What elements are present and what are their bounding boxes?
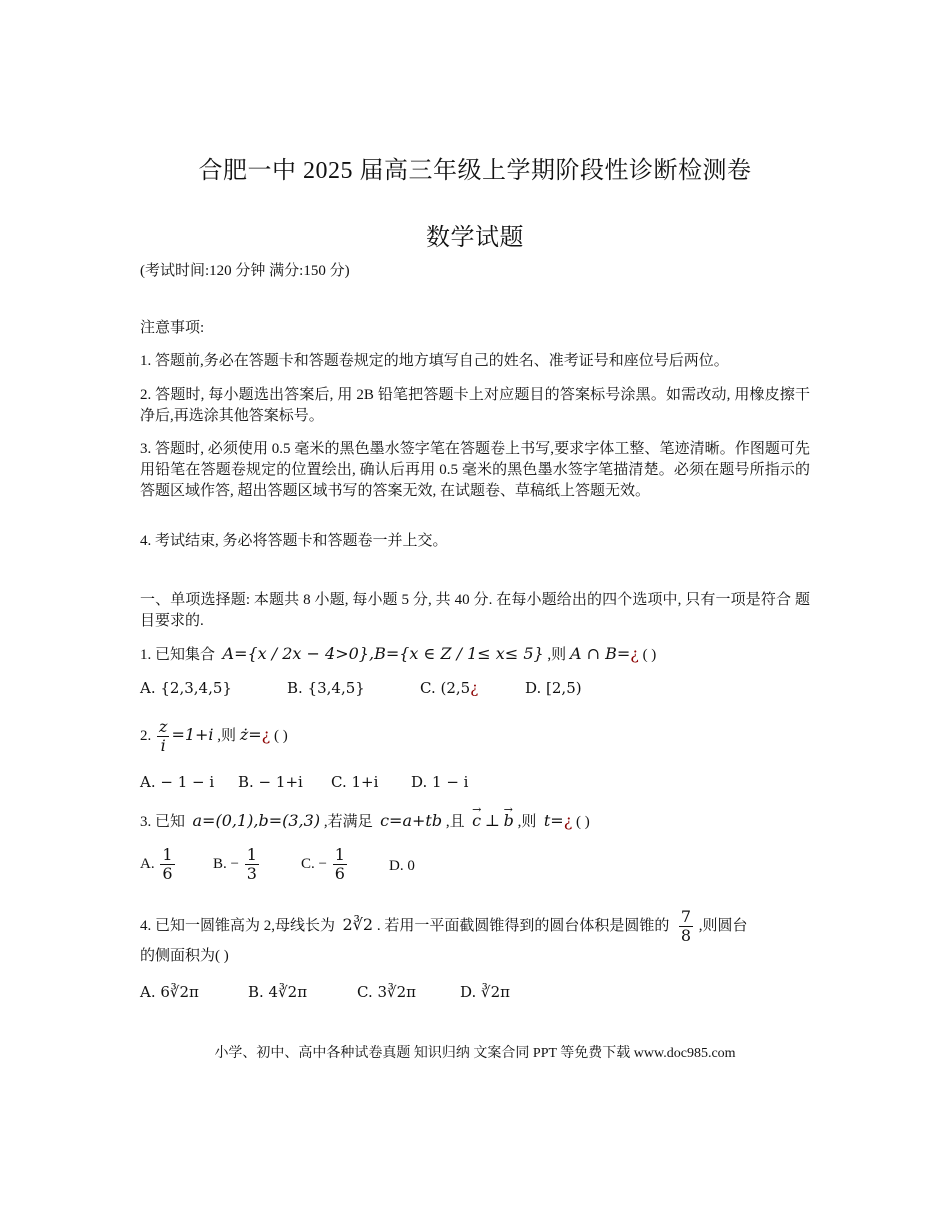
q3-option-c-label: C. − xyxy=(301,855,327,872)
q3-mid1: ,若满足 xyxy=(323,814,373,830)
q1-mid: ,则 xyxy=(547,647,567,663)
q4-line-2: 的侧面积为( ) xyxy=(140,948,229,964)
question-1 xyxy=(140,643,810,666)
q3-option-b-fraction xyxy=(245,846,259,883)
question-2 xyxy=(140,718,810,755)
exam-subtitle: 数学试题 xyxy=(426,225,524,251)
q2-option-a: A. − 1 − i xyxy=(140,773,215,791)
exam-info: (考试时间:120 分钟 满分:150 分) xyxy=(140,263,350,279)
q3-option-b-label: B. − xyxy=(213,855,239,872)
q3-perp: ⊥ xyxy=(484,811,500,830)
q1-expr: A ∩ B= xyxy=(569,644,631,663)
q2-mid: ,则 xyxy=(217,727,237,744)
q3-qmark: ¿ xyxy=(563,811,573,830)
q1-option-b: B. {3,4,5} xyxy=(287,679,365,697)
q3-option-c-num: 1 xyxy=(334,845,345,864)
q3-option-b-den: 3 xyxy=(246,864,257,883)
q3-vector-c: → c xyxy=(472,810,481,831)
q1-paren: ( ) xyxy=(642,647,657,663)
q3-option-b-num: 1 xyxy=(246,845,257,864)
q4-slant: 2∛2 xyxy=(342,915,374,934)
q4-suffix: ,则圆台 xyxy=(698,918,748,934)
q2-rhs: =1+i xyxy=(171,724,214,744)
q3-option-c-den: 6 xyxy=(334,864,345,883)
q4-frac-den: 8 xyxy=(680,926,692,946)
q3-option-a-fraction xyxy=(160,846,174,883)
q2-frac-num: z xyxy=(159,717,168,736)
q4-fraction xyxy=(679,908,693,945)
q1-option-c-end: ¿ xyxy=(470,679,479,697)
notice-item-1: 1. 答题前,务必在答题卡和答题卷规定的地方填写自己的姓名、准考证号和座位号后两位。 xyxy=(140,353,729,369)
question-4 xyxy=(140,906,810,945)
section-intro: 一、单项选择题: 本题共 8 小题, 每小题 5 分, 共 40 分. 在每小题给出的四个选项中, 只有一项是符合 题目要求的. xyxy=(140,592,810,629)
page-footer: 小学、初中、高中各种试卷真题 知识归纳 文案合同 PPT 等免费下载 www.doc985.com xyxy=(214,1046,736,1061)
q1-prefix: 1. 已知集合 xyxy=(140,647,216,663)
q4-option-c: C. 3∛2π xyxy=(357,983,416,1001)
q2-expr: ż= xyxy=(239,724,262,744)
q3-option-a xyxy=(140,846,177,883)
q1-qmark: ¿ xyxy=(630,644,639,663)
q2-fraction xyxy=(157,718,169,755)
q3-option-a-num: 1 xyxy=(162,845,173,864)
q2-frac-den: i xyxy=(160,736,166,755)
q2-qmark: ¿ xyxy=(261,724,271,744)
q3-option-a-den: 6 xyxy=(162,864,173,883)
notice-item-3: 3. 答题时, 必须使用 0.5 毫米的黑色墨水签字笔在答题卷上书写,要求字体工整、笔迹清晰。作图题可先用铅笔在答题卷规定的位置绘出, 确认后再用 0.5 毫米的黑色墨水签字笔描清楚。必须在题号所指示的答题区域作答, 超出答题区域书写的答案无效, 在试题卷、草稿纸上答题无效。 xyxy=(140,441,810,499)
q2-prefix: 2. xyxy=(140,727,152,744)
q1-option-a: A. {2,3,4,5} xyxy=(140,679,232,697)
q4-prefix: 4. 已知一圆锥高为 2,母线长为 xyxy=(140,918,336,934)
q1-option-c-text: C. (2,5 xyxy=(420,679,471,697)
question-3 xyxy=(140,810,810,833)
q3-mid2: ,且 xyxy=(445,814,465,830)
q3-option-b xyxy=(213,846,261,883)
exam-title: 合肥一中 2025 届高三年级上学期阶段性诊断检测卷 xyxy=(198,158,752,184)
q3-prefix: 3. 已知 xyxy=(140,814,186,830)
q3-option-a-label: A. xyxy=(140,855,155,872)
q2-option-b: B. − 1+i xyxy=(238,773,303,791)
q3-option-d: D. 0 xyxy=(389,858,415,874)
q1-option-c xyxy=(420,679,478,697)
q3-vector-b: → b xyxy=(504,810,514,831)
q1-set-b: B={x ∈ Z / 1≤ x≤ 5} xyxy=(374,644,544,663)
q3-vectors: a=(0,1),b=(3,3) xyxy=(192,811,321,830)
q4-option-b: B. 4∛2π xyxy=(248,983,308,1001)
q4-mid: . 若用一平面截圆锥得到的圆台体积是圆锥的 xyxy=(376,918,670,934)
q1-set-a: A={x / 2x − 4>0}, xyxy=(222,644,375,663)
q4-option-a: A. 6∛2π xyxy=(140,983,199,1001)
q2-option-d: D. 1 − i xyxy=(411,773,469,791)
q3-condition: c=a+tb xyxy=(380,811,443,830)
q2-paren: ( ) xyxy=(273,727,288,744)
notice-item-2: 2. 答题时, 每小题选出答案后, 用 2B 铅笔把答题卡上对应题目的答案标号涂黑。如需改动, 用橡皮擦干净后,再选涂其他答案标号。 xyxy=(140,387,810,424)
notice-item-4: 4. 考试结束, 务必将答题卡和答题卷一并上交。 xyxy=(140,533,448,549)
q3-mid3: ,则 xyxy=(517,814,537,830)
q2-option-c: C. 1+i xyxy=(331,773,379,791)
q4-frac-num: 7 xyxy=(680,907,692,927)
q3-expr: t= xyxy=(543,811,564,830)
q4-option-d: D. ∛2π xyxy=(460,983,510,1001)
notice-heading: 注意事项: xyxy=(140,320,205,336)
q3-paren: ( ) xyxy=(576,814,590,830)
q1-option-d: D. [2,5) xyxy=(525,679,582,697)
q3-option-c-fraction xyxy=(333,846,347,883)
q3-option-c xyxy=(301,846,349,883)
